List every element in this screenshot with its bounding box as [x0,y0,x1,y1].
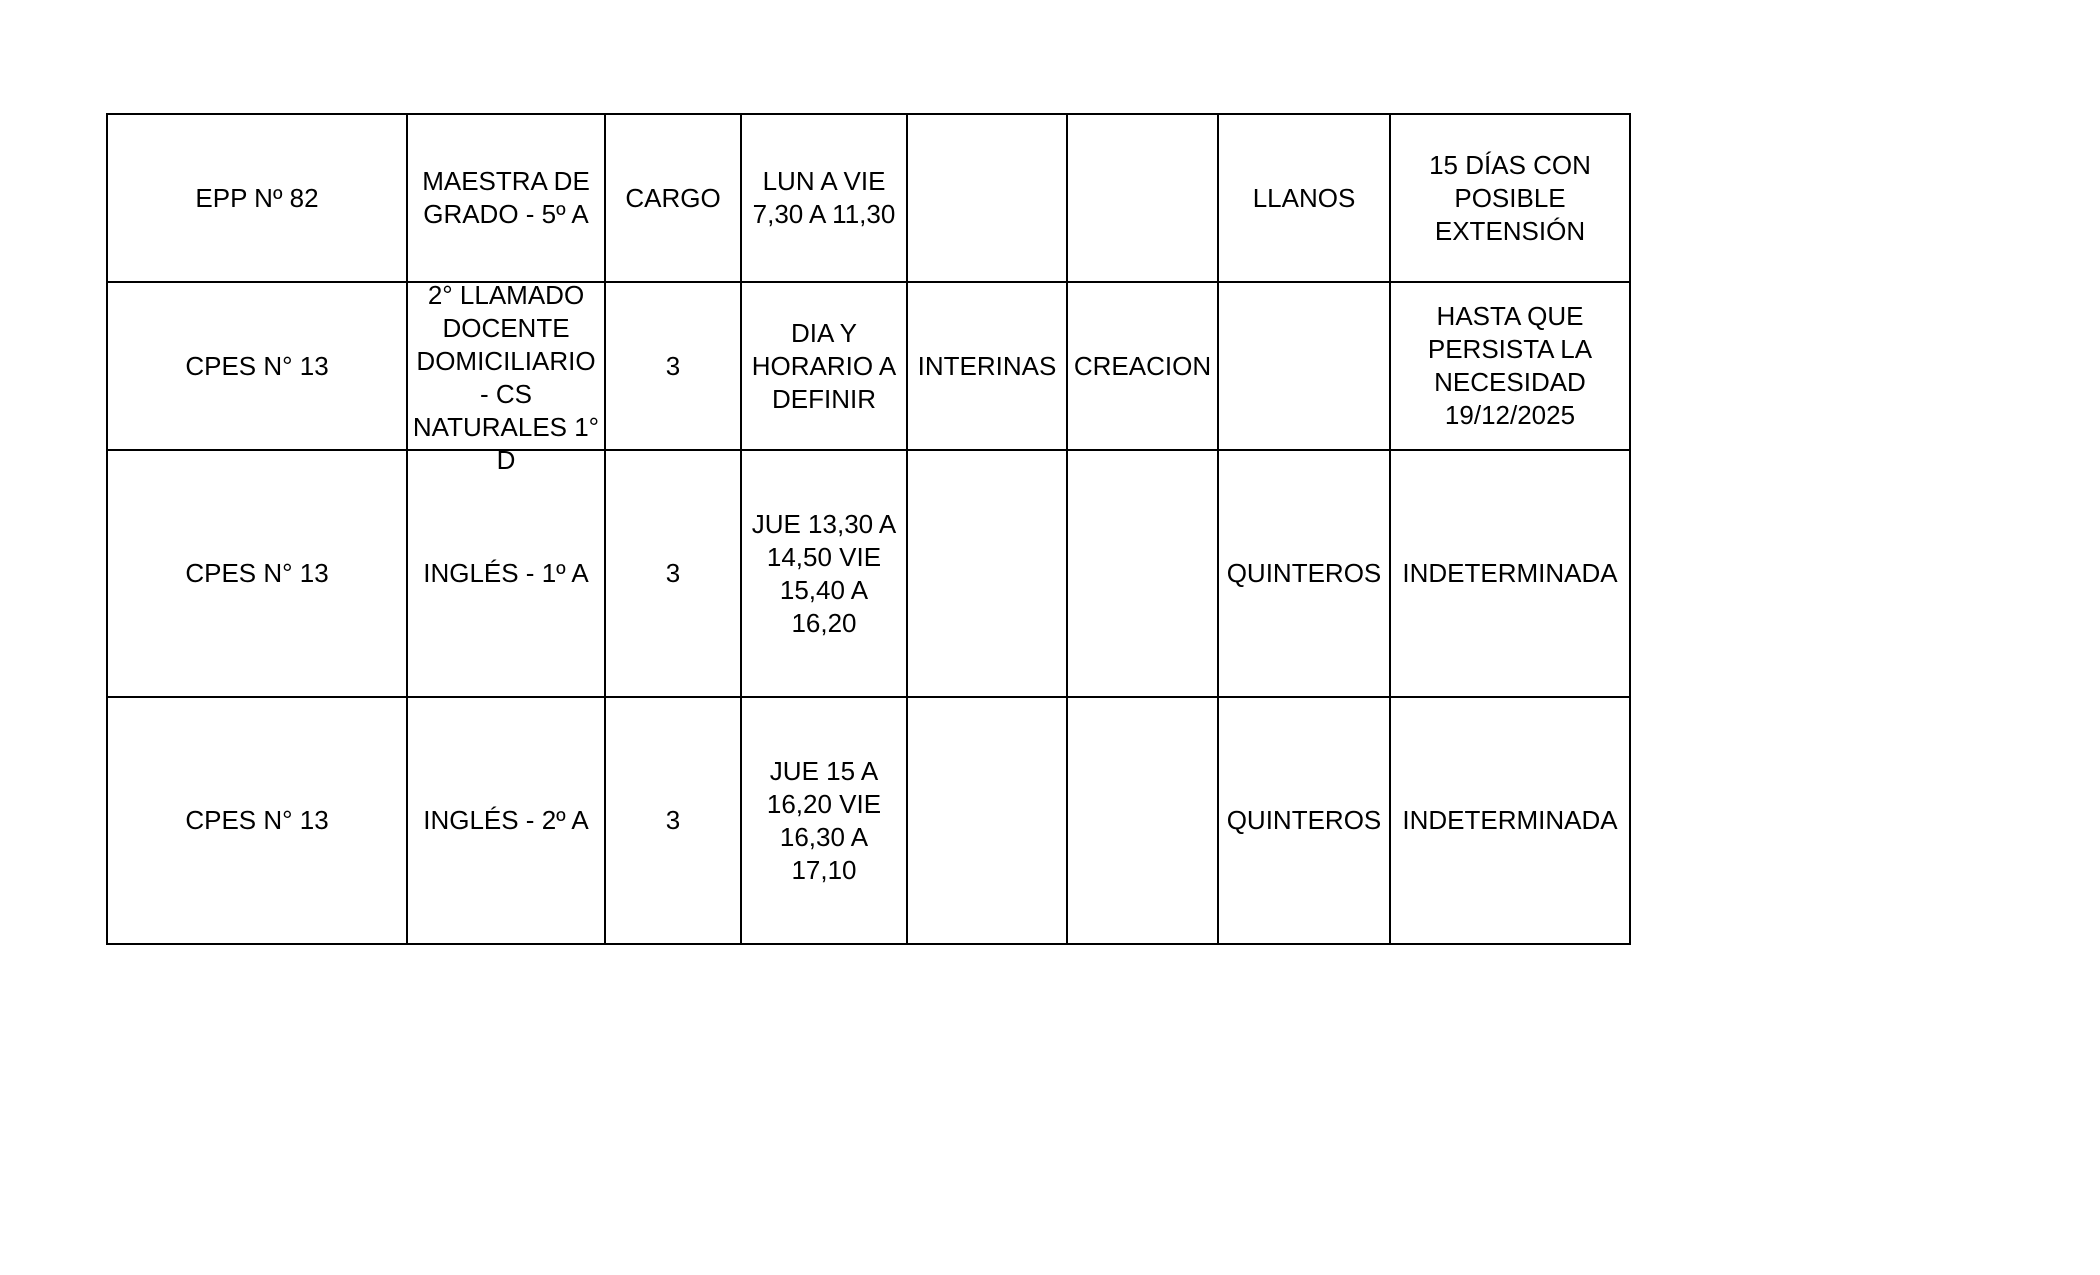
school-cell: CPES N° 13 [107,450,407,697]
schedule-cell: JUE 15 A 16,20 VIE 16,30 A 17,10 [741,697,907,944]
table-row [107,450,1630,697]
school-cell: EPP Nº 82 [107,114,407,282]
position-text: 2° LLAMADO DOCENTE DOMICILIARIO - CS NATURALES 1° D [412,280,600,475]
table-row [107,282,1630,450]
position-cell [407,280,605,475]
duration-cell: 15 DÍAS CON POSIBLE EXTENSIÓN [1390,114,1630,282]
reason-cell [1067,114,1218,282]
hours-cell: 3 [605,450,741,697]
holder-cell: QUINTEROS [1218,450,1390,697]
holder-cell: LLANOS [1218,114,1390,282]
reason-cell [1067,697,1218,944]
position-clip [412,279,600,475]
schedule-cell: DIA Y HORARIO A DEFINIR [741,282,907,450]
hours-cell: 3 [605,697,741,944]
schedule-cell: LUN A VIE 7,30 A 11,30 [741,114,907,282]
table-row [107,697,1630,944]
position-cell: INGLÉS - 2º A [407,697,605,944]
hours-cell: 3 [605,282,741,450]
table-row [107,114,1630,282]
duration-cell: INDETERMINADA [1390,697,1630,944]
reason-cell [1067,450,1218,697]
status-cell [907,114,1067,282]
schedule-cell: JUE 13,30 A 14,50 VIE 15,40 A 16,20 [741,450,907,697]
duration-cell: HASTA QUE PERSISTA LA NECESIDAD 19/12/2025 [1390,282,1630,450]
holder-cell: QUINTEROS [1218,697,1390,944]
status-cell [907,697,1067,944]
status-cell [907,450,1067,697]
school-cell: CPES N° 13 [107,282,407,450]
vacancy-table [106,113,1631,945]
status-cell: INTERINAS [907,282,1067,450]
holder-cell [1218,282,1390,450]
hours-cell: CARGO [605,114,741,282]
school-cell: CPES N° 13 [107,697,407,944]
reason-cell: CREACION [1067,282,1218,450]
position-cell: INGLÉS - 1º A [407,450,605,697]
position-cell: MAESTRA DE GRADO - 5º A [407,114,605,282]
duration-cell: INDETERMINADA [1390,450,1630,697]
